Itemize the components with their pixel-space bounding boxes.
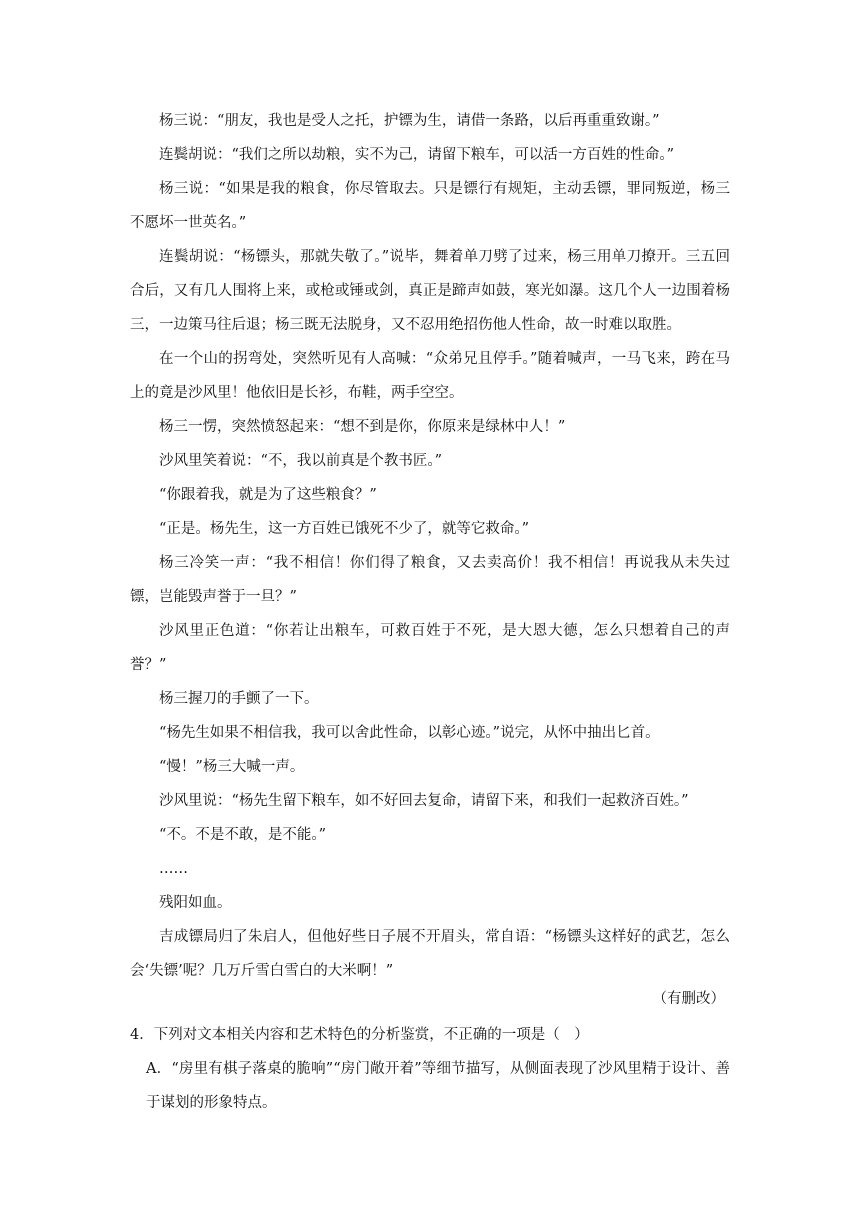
story-paragraph-14: “慢！”杨三大喊一声。: [159, 759, 305, 775]
story-paragraph-16: “不。不是不敢，是不能。”: [159, 827, 327, 843]
story-paragraph-8: “你跟着我，就是为了这些粮食？”: [159, 487, 377, 503]
story-paragraph-5: 在一个山的拐弯处，突然听见有人高喊：“众弟兄且停手。”随着喊声，一马飞来，跨在马上的竟是沙风里！他依旧是长衫，布鞋，两手空空。: [130, 351, 730, 401]
story-paragraph-4: 连鬓胡说：“杨镖头，那就失敬了。”说毕，舞着单刀劈了过来，杨三用单刀撩开。三五回合后，又有几人围将上来，或枪或锤或剑，真正是蹄声如鼓，寒光如瀑。这几个人一边围着杨三，一边策马往后退；杨三既无法脱身，又不忍用绝招伤他人性命，故一时难以取胜。: [130, 249, 730, 333]
question-stem: 4．下列对文本相关内容和艺术特色的分析鉴赏，不正确的一项是（ ）: [130, 1027, 589, 1043]
story-paragraph-10: 杨三冷笑一声：“我不相信！你们得了粮食，又去卖高价！我不相信！再说我从未失过镖，岂能毁声誉于一旦？”: [130, 555, 730, 605]
story-paragraph-7: 沙风里笑着说：“不，我以前真是个教书匠。”: [159, 453, 443, 469]
story-paragraph-11: 沙风里正色道：“你若让出粮车，可救百姓于不死，是大恩大德，怎么只想着自己的声誉？”: [130, 623, 730, 673]
story-paragraph-15: 沙风里说：“杨先生留下粮车，如不好回去复命，请留下来，和我们一起救济百姓。”: [159, 793, 689, 809]
story-paragraph-17: ……: [159, 861, 188, 877]
story-paragraph-13: “杨先生如果不相信我，我可以舍此性命，以彰心迹。”说完，从怀中抽出匕首。: [159, 725, 660, 741]
story-paragraph-2: 连鬓胡说：“我们之所以劫粮，实不为己，请留下粮车，可以活一方百姓的性命。”: [159, 147, 675, 163]
story-paragraph-9: “正是。杨先生，这一方百姓已饿死不少了，就等它救命。”: [159, 521, 530, 537]
edit-note: （有删改）: [652, 991, 725, 1007]
story-paragraph-12: 杨三握刀的手颤了一下。: [159, 691, 319, 707]
story-paragraph-18: 残阳如血。: [159, 895, 232, 911]
story-paragraph-19: 吉成镖局归了朱启人，但他好些日子展不开眉头，常自语：“杨镖头这样好的武艺，怎么会‘失镖’呢？几万斤雪白雪白的大米啊！”: [130, 929, 730, 979]
story-paragraph-6: 杨三一愣，突然愤怒起来：“想不到是你，你原来是绿林中人！”: [159, 419, 566, 435]
story-paragraph-1: 杨三说：“朋友，我也是受人之托，护镖为生，请借一条路，以后再重重致谢。”: [159, 113, 660, 129]
story-paragraph-3: 杨三说：“如果是我的粮食，你尽管取去。只是镖行有规矩，主动丢镖，罪同叛逆，杨三不愿坏一世英名。”: [130, 181, 730, 231]
question-option-a: A．“房里有棋子落桌的脆响”“房门敞开着”等细节描写，从侧面表现了沙风里精于设计、善于谋划的形象特点。: [146, 1061, 730, 1111]
